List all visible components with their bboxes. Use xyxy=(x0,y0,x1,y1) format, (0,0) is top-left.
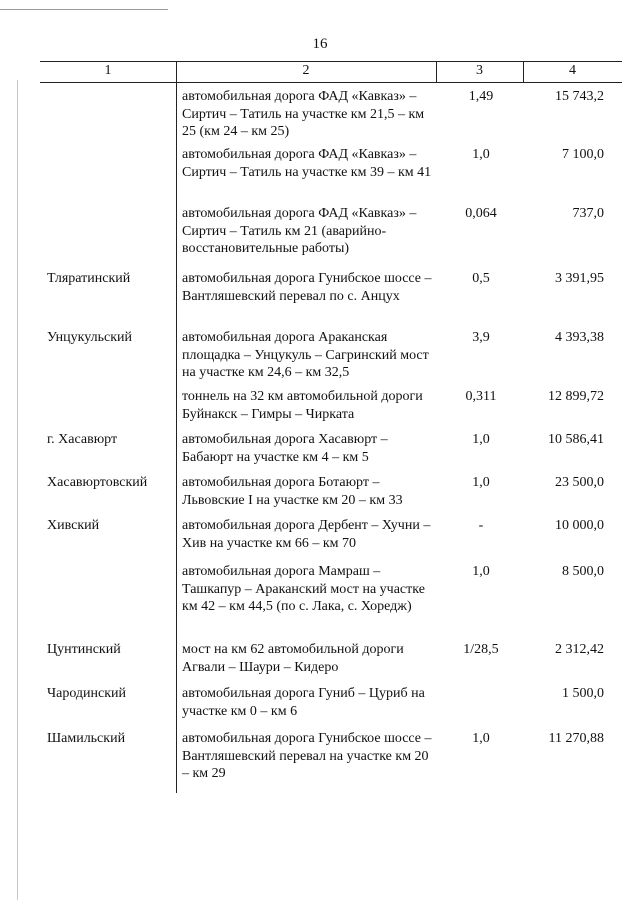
column-header-4: 4 xyxy=(569,63,576,78)
length-cell: 1/28,5 xyxy=(463,642,499,657)
amount-cell: 1 500,0 xyxy=(562,686,604,701)
road-cell: автомобильная дорога ФАД «Кавказ» – Сиртич – Татиль км 21 (аварийно-восстановительные работы) xyxy=(182,206,417,256)
length-cell: 1,0 xyxy=(472,731,490,746)
amount-cell: 23 500,0 xyxy=(555,475,604,490)
length-cell: 1,49 xyxy=(468,89,494,104)
amount-cell: 15 743,2 xyxy=(555,89,604,104)
length-cell: 0,5 xyxy=(472,271,490,286)
amount-cell: 8 500,0 xyxy=(562,564,604,579)
column-header-3: 3 xyxy=(476,63,483,78)
amount-cell: 737,0 xyxy=(572,206,604,221)
district-cell: Шамильский xyxy=(47,731,126,746)
table-header-rule xyxy=(40,82,622,83)
road-cell: автомобильная дорога Ботаюрт – Львовские I на участке км 20 – км 33 xyxy=(182,475,403,508)
length-cell: 1,0 xyxy=(472,564,490,579)
road-cell: автомобильная дорога ФАД «Кавказ» – Сиртич – Татиль на участке км 39 – км 41 xyxy=(182,147,432,180)
table-top-rule xyxy=(40,61,622,62)
length-cell: 1,0 xyxy=(472,432,490,447)
scan-artifact-top xyxy=(0,9,168,10)
road-cell: автомобильная дорога ФАД «Кавказ» – Сиртич – Татиль на участке км 21,5 – км 25 (км 24 – км 25) xyxy=(182,89,425,139)
scan-artifact-left xyxy=(17,80,18,900)
district-cell: Тляратинский xyxy=(47,271,131,286)
road-cell: автомобильная дорога Араканская площадка – Унцукуль – Сагринский мост на участке км 24,6 – км 32,5 xyxy=(182,330,429,380)
column-header-2: 2 xyxy=(302,63,310,78)
road-cell: автомобильная дорога Гунибское шоссе – Вантляшевский перевал на участке км 20 – км 29 xyxy=(182,731,432,781)
road-cell: автомобильная дорога Гуниб – Цуриб на участке км 0 – км 6 xyxy=(182,686,425,719)
amount-cell: 2 312,42 xyxy=(555,642,604,657)
district-cell: Унцукульский xyxy=(47,330,133,345)
column-divider-1 xyxy=(176,61,177,793)
district-cell: Чародинский xyxy=(47,686,127,701)
length-cell: 3,9 xyxy=(472,330,490,345)
amount-cell: 7 100,0 xyxy=(562,147,604,162)
length-cell: 1,0 xyxy=(472,475,490,490)
road-cell: автомобильная дорога Дербент – Хучни – Хив на участке км 66 – км 70 xyxy=(182,518,431,551)
district-cell: Цунтинский xyxy=(47,642,121,657)
road-cell: тоннель на 32 км автомобильной дороги Буйнакск – Гимры – Чирката xyxy=(182,389,423,422)
length-cell: 1,0 xyxy=(472,147,490,162)
road-cell: автомобильная дорога Хасавюрт – Бабаюрт на участке км 4 – км 5 xyxy=(182,432,388,465)
district-cell: Хивский xyxy=(47,518,100,533)
amount-cell: 10 586,41 xyxy=(548,432,604,447)
page-number: 16 xyxy=(312,36,328,52)
road-cell: автомобильная дорога Мамраш – Ташкапур – Араканский мост на участке км 42 – км 44,5 (по с. Лака, с. Хоредж) xyxy=(182,564,425,614)
length-cell: 0,311 xyxy=(465,389,497,404)
length-cell: 0,064 xyxy=(465,206,497,221)
road-cell: мост на км 62 автомобильной дороги Агвали – Шаури – Кидеро xyxy=(182,642,404,675)
district-cell: Хасавюртовский xyxy=(47,475,148,490)
length-cell: - xyxy=(478,518,484,533)
amount-cell: 12 899,72 xyxy=(548,389,604,404)
amount-cell: 11 270,88 xyxy=(548,731,604,746)
road-cell: автомобильная дорога Гунибское шоссе – Вантляшевский перевал по с. Анцух xyxy=(182,271,432,304)
district-cell: г. Хасавюрт xyxy=(47,432,118,447)
amount-cell: 10 000,0 xyxy=(555,518,604,533)
amount-cell: 3 391,95 xyxy=(555,271,604,286)
column-header-1: 1 xyxy=(104,63,112,78)
amount-cell: 4 393,38 xyxy=(555,330,604,345)
